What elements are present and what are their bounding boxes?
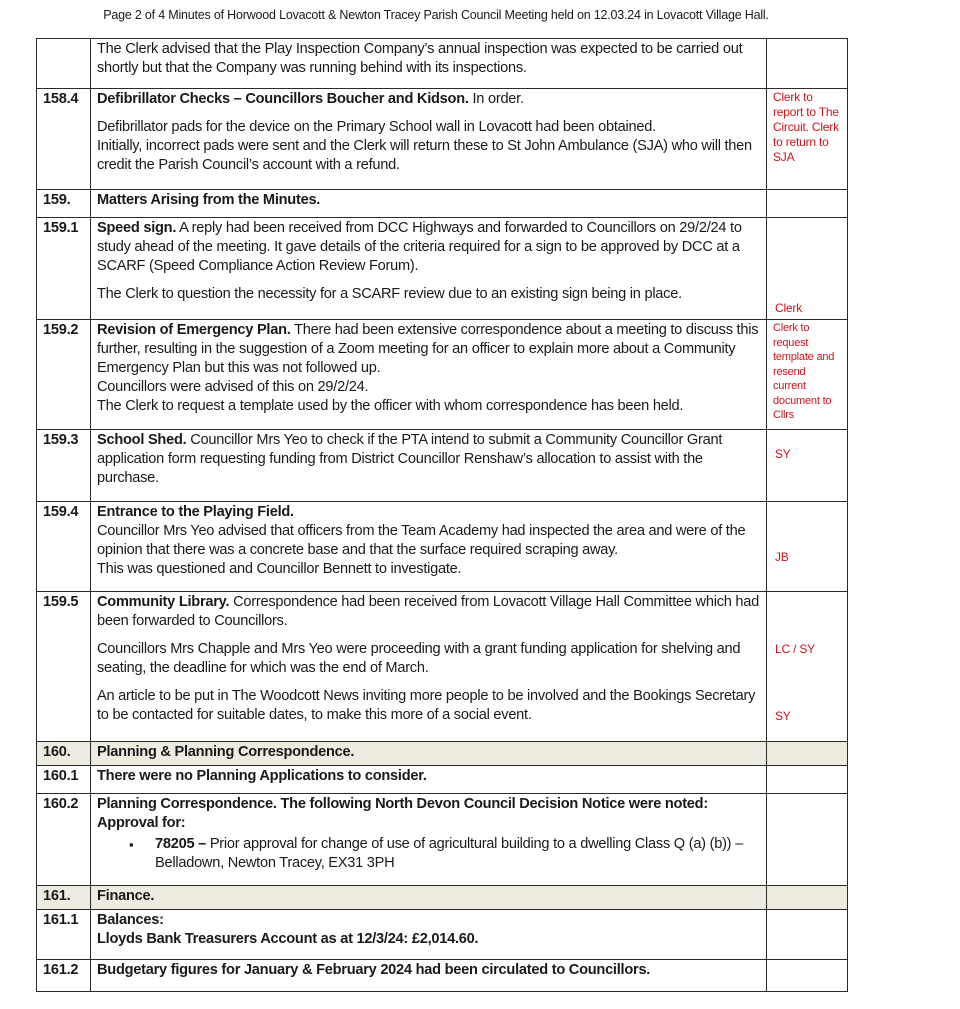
item-body bbox=[91, 320, 767, 430]
item-body bbox=[91, 190, 767, 218]
item-paragraph: Initially, incorrect pads were sent and the Clerk will return these to St John Ambulance (SJA) who will then credit the Parish Council’s account with a refund. bbox=[97, 138, 752, 173]
item-subtitle: Approval for: bbox=[97, 815, 186, 831]
item-title: There were no Planning Applications to consider. bbox=[97, 768, 427, 784]
action-cell bbox=[767, 39, 848, 89]
item-number: 159.1 bbox=[37, 218, 91, 320]
item-title: Matters Arising from the Minutes. bbox=[97, 192, 321, 208]
item-number bbox=[37, 39, 91, 89]
minutes-row-160-2 bbox=[37, 794, 848, 886]
page-header: Page 2 of 4 Minutes of Horwood Lovacott & Newton Tracey Parish Council Meeting held on 12.03.24 in Lovacott Village Hall. bbox=[103, 8, 769, 22]
action-cell bbox=[767, 886, 848, 910]
item-title-rest: In order. bbox=[468, 91, 524, 107]
action-cell bbox=[767, 794, 848, 886]
item-title-rest: There had been extensive correspondence about a meeting to discuss this further, resulting in the suggestion of a Zoom meeting for an officer to explain more about a Community Emergency Plan but this was not followed up. bbox=[97, 322, 759, 376]
item-title: Defibrillator Checks – Councillors Boucher and Kidson. bbox=[97, 91, 469, 107]
item-title: Budgetary figures for January & February 2024 had been circulated to Councillors. bbox=[97, 962, 651, 978]
item-number: 159.3 bbox=[37, 430, 91, 502]
item-number: 159.2 bbox=[37, 320, 91, 430]
item-number: 160. bbox=[37, 742, 91, 766]
minutes-row-159-3 bbox=[37, 430, 848, 502]
item-paragraph: An article to be put in The Woodcott News inviting more people to be involved and the Bookings Secretary to be contacted for suitable dates, to make this more of a social event. bbox=[97, 688, 756, 723]
item-body bbox=[91, 794, 767, 886]
item-body bbox=[91, 39, 767, 89]
item-title: Balances: bbox=[97, 912, 164, 928]
action-text: SY bbox=[775, 447, 791, 461]
item-paragraph: The Clerk to question the necessity for a SCARF review due to an existing sign being in place. bbox=[97, 286, 682, 302]
item-number: 161.2 bbox=[37, 960, 91, 992]
minutes-row-158-4 bbox=[37, 89, 848, 190]
minutes-row-159 bbox=[37, 190, 848, 218]
item-paragraph: Councillors Mrs Chapple and Mrs Yeo were proceeding with a grant funding application for shelving and seating, the deadline for which was the end of March. bbox=[97, 641, 741, 676]
item-title: Community Library. bbox=[97, 594, 230, 610]
item-text: The Clerk advised that the Play Inspection Company’s annual inspection was expected to be carried out shortly but that the Company was running behind with its inspections. bbox=[97, 41, 743, 76]
action-cell bbox=[767, 430, 848, 502]
item-paragraph: This was questioned and Councillor Bennett to investigate. bbox=[97, 561, 462, 577]
action-cell bbox=[767, 742, 848, 766]
item-title: Speed sign. bbox=[97, 220, 177, 236]
action-text: JB bbox=[775, 550, 789, 564]
item-title: Planning Correspondence. The following North Devon Council Decision Notice were noted: bbox=[97, 796, 708, 812]
minutes-row-159-5 bbox=[37, 592, 848, 742]
minutes-row-160 bbox=[37, 742, 848, 766]
action-cell bbox=[767, 766, 848, 794]
item-number: 161.1 bbox=[37, 910, 91, 960]
item-number: 159. bbox=[37, 190, 91, 218]
minutes-row-159-1 bbox=[37, 218, 848, 320]
minutes-row-159-4 bbox=[37, 502, 848, 592]
item-body bbox=[91, 742, 767, 766]
action-cell: Clerk to request template and resend current document to Cllrs bbox=[767, 320, 848, 430]
item-title-rest: Councillor Mrs Yeo to check if the PTA intend to submit a Community Councillor Grant application form requesting funding from District Councillor Renshaw’s allocation to assist with the purchase. bbox=[97, 432, 723, 486]
action-cell bbox=[767, 190, 848, 218]
minutes-row-160-1 bbox=[37, 766, 848, 794]
action-text: LC / SY bbox=[775, 642, 815, 656]
list-item bbox=[155, 835, 760, 873]
item-paragraph: Defibrillator pads for the device on the Primary School wall in Lovacott had been obtained. bbox=[97, 119, 656, 135]
item-number: 159.5 bbox=[37, 592, 91, 742]
approval-list bbox=[97, 835, 760, 873]
item-body bbox=[91, 886, 767, 910]
item-body bbox=[91, 430, 767, 502]
item-title: School Shed. bbox=[97, 432, 187, 448]
action-text: Clerk bbox=[775, 301, 803, 315]
item-title-rest: A reply had been received from DCC Highways and forwarded to Councillors on 29/2/24 to study ahead of the meeting. It gave details of the criteria required for a sign to be approved by DCC at a SCARF (Speed Compliance Action Review Forum). bbox=[97, 220, 742, 274]
action-cell bbox=[767, 910, 848, 960]
action-cell bbox=[767, 502, 848, 592]
item-number: 161. bbox=[37, 886, 91, 910]
application-ref: 78205 – bbox=[155, 836, 207, 852]
item-number: 160.1 bbox=[37, 766, 91, 794]
minutes-row-continued bbox=[37, 39, 848, 89]
item-title: Revision of Emergency Plan. bbox=[97, 322, 291, 338]
application-text: Prior approval for change of use of agricultural building to a dwelling Class Q (a) (b)) – Belladown, Newton Tracey, EX31 3PH bbox=[155, 836, 743, 871]
item-body bbox=[91, 910, 767, 960]
item-paragraph: Councillor Mrs Yeo advised that officers from the Team Academy had inspected the area and were of the opinion that there was a concrete base and that the surface required scraping away. bbox=[97, 523, 746, 558]
item-body bbox=[91, 766, 767, 794]
minutes-table bbox=[36, 38, 848, 992]
item-title: Finance. bbox=[97, 888, 155, 904]
minutes-row-159-2 bbox=[37, 320, 848, 430]
item-title: Entrance to the Playing Field. bbox=[97, 504, 294, 520]
item-title: Planning & Planning Correspondence. bbox=[97, 744, 355, 760]
minutes-row-161 bbox=[37, 886, 848, 910]
action-text: SY bbox=[775, 709, 791, 723]
item-paragraph: Councillors were advised of this on 29/2/24. bbox=[97, 379, 369, 395]
item-body bbox=[91, 89, 767, 190]
action-cell bbox=[767, 218, 848, 320]
item-number: 160.2 bbox=[37, 794, 91, 886]
item-body bbox=[91, 502, 767, 592]
item-body bbox=[91, 960, 767, 992]
minutes-row-161-2 bbox=[37, 960, 848, 992]
item-body bbox=[91, 592, 767, 742]
minutes-row-161-1 bbox=[37, 910, 848, 960]
item-number: 158.4 bbox=[37, 89, 91, 190]
action-cell bbox=[767, 592, 848, 742]
item-paragraph: The Clerk to request a template used by the officer with whom correspondence has been held. bbox=[97, 398, 684, 414]
item-paragraph: Lloyds Bank Treasurers Account as at 12/3/24: £2,014.60. bbox=[97, 931, 479, 947]
action-cell: Clerk to report to The Circuit. Clerk to return to SJA bbox=[767, 89, 848, 190]
item-number: 159.4 bbox=[37, 502, 91, 592]
item-title-rest: Correspondence had been received from Lovacott Village Hall Committee which had been forwarded to Councillors. bbox=[97, 594, 760, 629]
item-body bbox=[91, 218, 767, 320]
action-cell bbox=[767, 960, 848, 992]
